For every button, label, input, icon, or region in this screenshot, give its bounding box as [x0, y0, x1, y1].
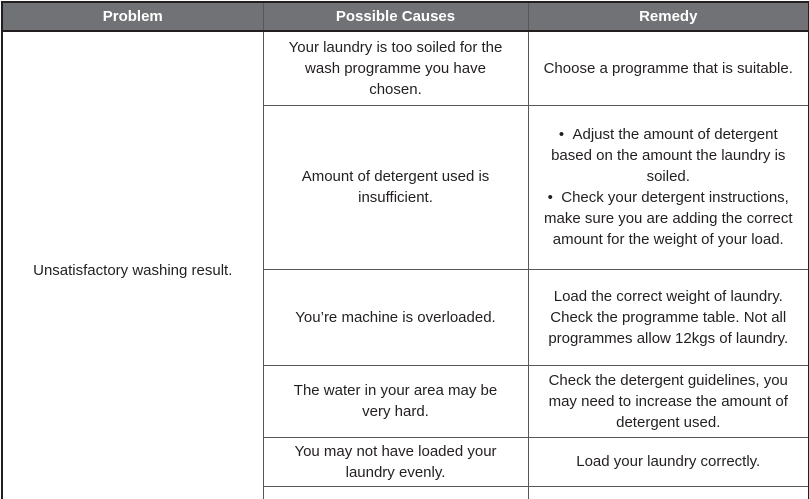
remedy-text: Load the correct weight of laundry. Check the programme table. Not all programmes allow 12kgs of laundry. — [548, 287, 789, 347]
remedy-cell — [528, 269, 809, 365]
remedy-cell — [528, 31, 809, 105]
table-header-row — [2, 2, 809, 31]
remedy-cell — [528, 365, 809, 437]
remedy-cell — [528, 105, 809, 269]
remedy-text: Check the detergent guidelines, you may need to increase the amount of detergent used. — [548, 371, 788, 431]
cause-text: You’re machine is overloaded. — [295, 308, 496, 326]
problem-cell — [2, 31, 263, 499]
header-possible-causes: Possible Causes — [263, 2, 528, 31]
cause-text: The water in your area may be very hard. — [293, 382, 498, 420]
remedy-bullet-item: • Adjust the amount of detergent based on the amount the laundry is soiled. — [542, 124, 794, 187]
troubleshooting-table — [1, 1, 809, 499]
cause-cell — [263, 437, 528, 486]
cause-text: Your laundry is too soiled for the wash programme you have chosen. — [288, 38, 503, 98]
cause-cell — [263, 31, 528, 105]
cause-cell — [263, 105, 528, 269]
remedy-bullet-item: • Check your detergent instructions, make sure you are adding the correct amount for the weight of your load. — [542, 187, 794, 250]
remedy-text: Choose a programme that is suitable. — [543, 59, 793, 77]
remedy-text: Load your laundry correctly. — [576, 453, 761, 470]
remedy-bullet-list — [542, 124, 794, 250]
cause-text: You may not have loaded your laundry evenly. — [294, 442, 497, 481]
cause-text: Amount of detergent used is insufficient. — [301, 168, 490, 206]
header-remedy: Remedy — [528, 2, 809, 31]
cause-cell — [263, 269, 528, 365]
header-problem: Problem — [2, 2, 263, 31]
cause-cell — [263, 365, 528, 437]
table-row — [2, 31, 809, 105]
cause-cell-empty — [263, 486, 528, 499]
remedy-cell-empty — [528, 486, 809, 499]
problem-text: Unsatisfactory washing result. — [33, 262, 233, 279]
remedy-cell — [528, 437, 809, 486]
